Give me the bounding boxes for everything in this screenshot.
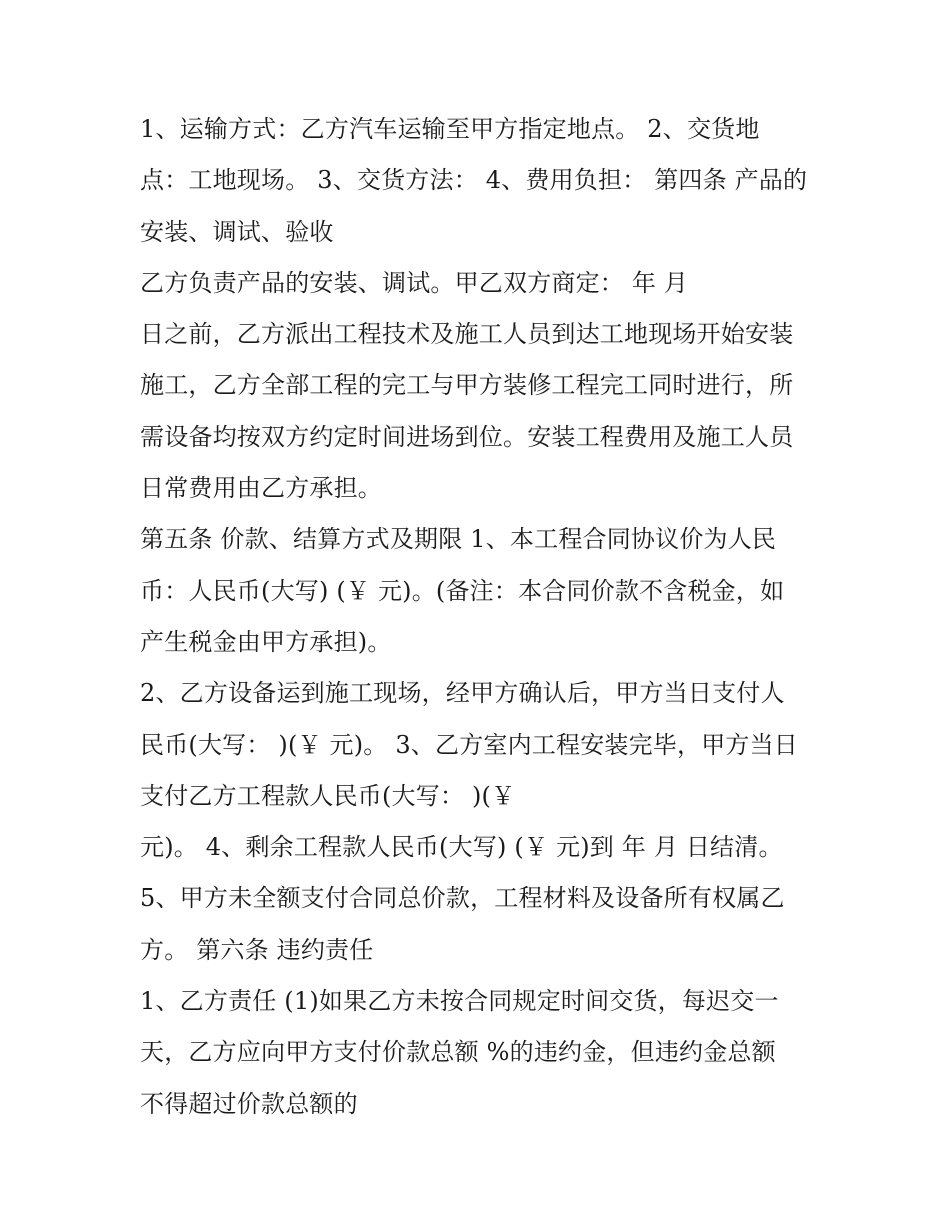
text-line: 安装、调试、验收: [140, 217, 334, 246]
document-body: [140, 104, 820, 1130]
text-line: 民币(大写： )(￥ 元)。 3、乙方室内工程安装完毕，甲方当日: [140, 730, 799, 759]
text-line: 乙方负责产品的安装、调试。甲乙双方商定： 年 月: [140, 268, 689, 297]
text-line: 产生税金由甲方承担)。: [140, 627, 392, 656]
text-line: 元)。 4、剩余工程款人民币(大写) (￥ 元)到 年 月 日结清。: [140, 833, 783, 862]
text-line: 5、甲方未全额支付合同总价款，工程材料及设备所有权属乙: [140, 884, 785, 913]
text-line: 支付乙方工程款人民币(大写： )(￥: [140, 781, 516, 810]
text-line: 不得超过价款总额的: [140, 1089, 358, 1118]
text-line: 1、乙方责任 (1)如果乙方未按合同规定时间交货，每迟交一: [140, 987, 779, 1016]
text-line: 需设备均按双方约定时间进场到位。安装工程费用及施工人员: [140, 422, 794, 451]
text-line: 1、运输方式：乙方汽车运输至甲方指定地点。 2、交货地: [140, 115, 760, 143]
text-line: 日常费用由乙方承担。: [140, 474, 382, 503]
text-line: 币：人民币(大写) (￥ 元)。(备注：本合同价款不含税金，如: [140, 576, 785, 605]
text-line: 日之前，乙方派出工程技术及施工人员到达工地现场开始安装: [140, 320, 794, 349]
text-line: 第五条 价款、结算方式及期限 1、本工程合同协议价为人民: [140, 525, 777, 554]
text-line: 天，乙方应向甲方支付价款总额 %的违约金，但违约金总额: [140, 1038, 776, 1067]
text-line: 2、乙方设备运到施工现场，经甲方确认后，甲方当日支付人: [140, 679, 785, 708]
text-line: 施工，乙方全部工程的完工与甲方装修工程完工同时进行，所: [140, 371, 794, 400]
text-line: 点：工地现场。 3、交货方法： 4、费用负担： 第四条 产品的: [140, 166, 808, 195]
text-line: 方。 第六条 违约责任: [140, 935, 374, 964]
